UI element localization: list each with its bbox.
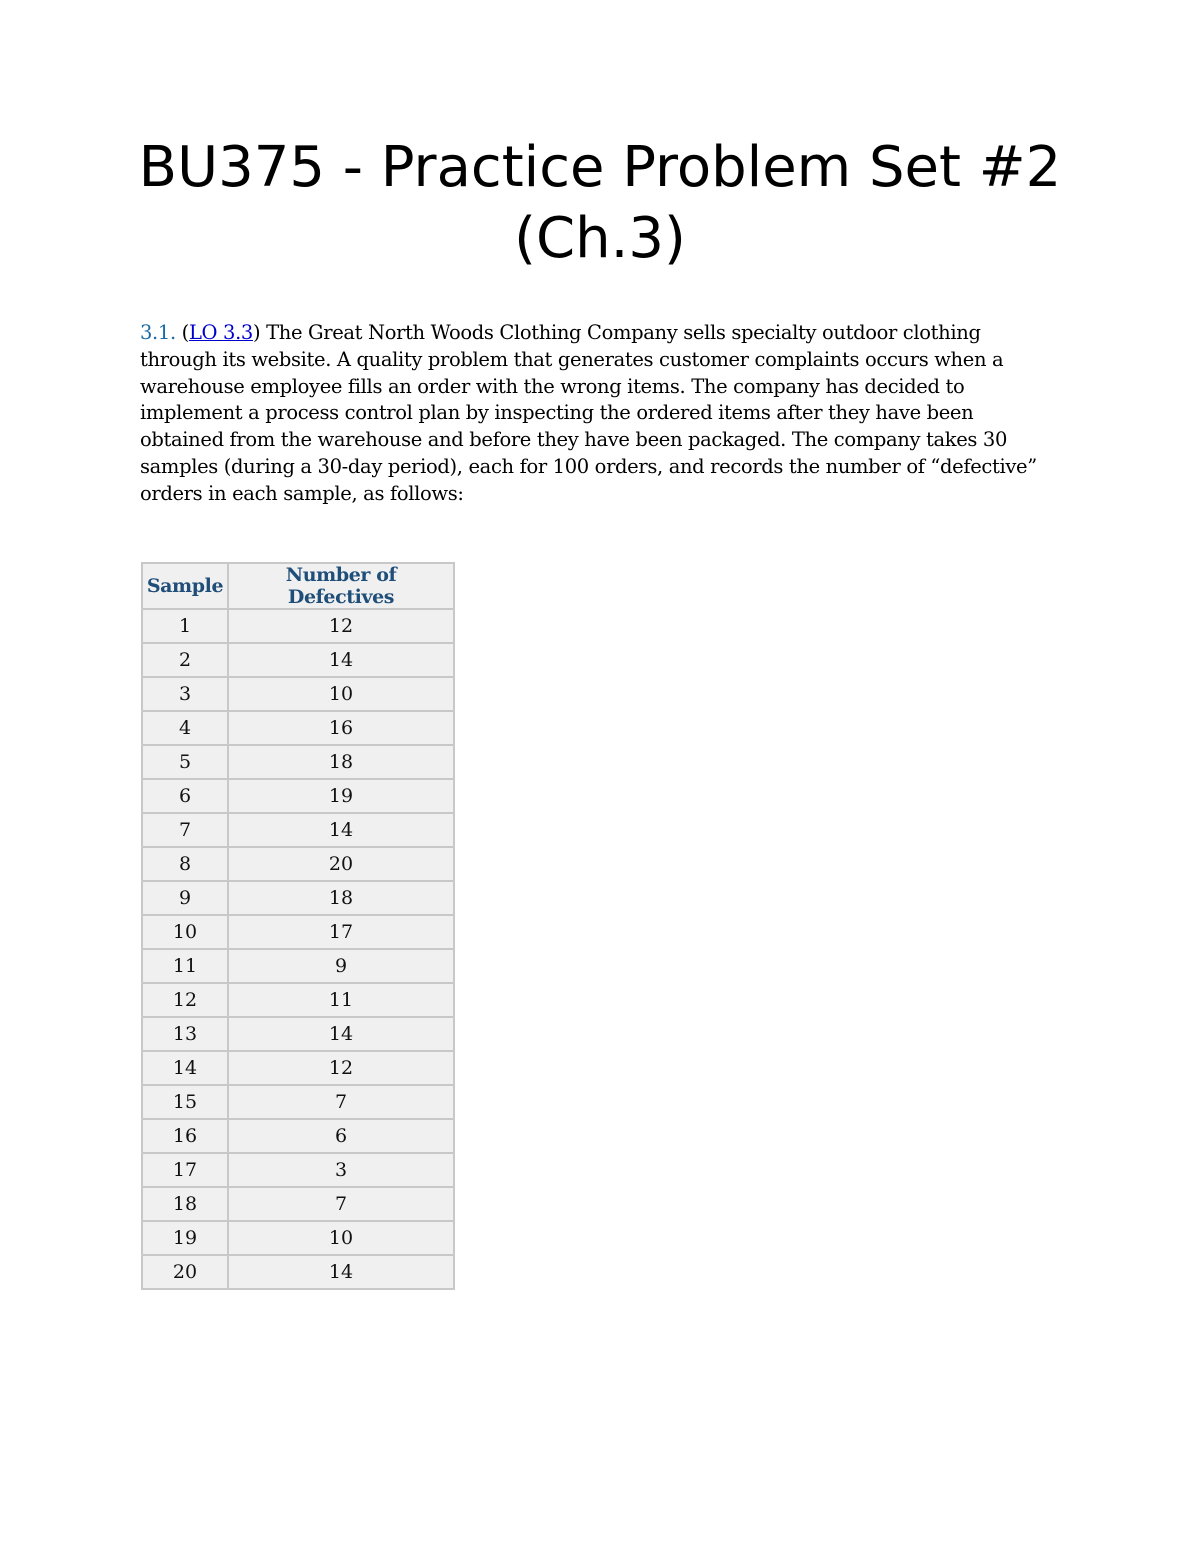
sample-cell: 2 [142, 643, 228, 677]
table-row [142, 1085, 454, 1119]
defectives-cell: 14 [228, 1017, 454, 1051]
page-title-line1: BU375 - Practice Problem Set #2 [138, 135, 1062, 200]
table-row [142, 1119, 454, 1153]
open-paren: ( [181, 321, 189, 344]
defectives-cell: 7 [228, 1187, 454, 1221]
sample-cell: 16 [142, 1119, 228, 1153]
defectives-cell: 20 [228, 847, 454, 881]
defectives-cell: 14 [228, 813, 454, 847]
page-title-line2: (Ch.3) [514, 206, 686, 271]
table-row [142, 779, 454, 813]
table-header-row [142, 563, 454, 609]
table-row [142, 711, 454, 745]
defectives-cell: 17 [228, 915, 454, 949]
table-row [142, 745, 454, 779]
defectives-cell: 19 [228, 779, 454, 813]
table-row [142, 1221, 454, 1255]
table-row [142, 813, 454, 847]
sample-cell: 7 [142, 813, 228, 847]
sample-cell: 8 [142, 847, 228, 881]
defectives-cell: 11 [228, 983, 454, 1017]
sample-cell: 19 [142, 1221, 228, 1255]
defectives-cell: 12 [228, 1051, 454, 1085]
table-row [142, 1051, 454, 1085]
header-sample: Sample [142, 563, 228, 609]
sample-cell: 3 [142, 677, 228, 711]
defectives-cell: 14 [228, 643, 454, 677]
sample-cell: 17 [142, 1153, 228, 1187]
defectives-table [141, 562, 455, 1290]
problem-number: 3.1. [140, 321, 176, 344]
sample-cell: 18 [142, 1187, 228, 1221]
table-row [142, 1017, 454, 1051]
table-row [142, 881, 454, 915]
table-row [142, 643, 454, 677]
defectives-cell: 18 [228, 745, 454, 779]
defectives-cell: 14 [228, 1255, 454, 1289]
sample-cell: 1 [142, 609, 228, 643]
table-row [142, 983, 454, 1017]
sample-cell: 4 [142, 711, 228, 745]
table-row [142, 609, 454, 643]
sample-cell: 10 [142, 915, 228, 949]
defectives-cell: 9 [228, 949, 454, 983]
header-number-of-defectives: Number of Defectives [228, 563, 454, 609]
table-row [142, 677, 454, 711]
table-body [142, 609, 454, 1289]
sample-cell: 14 [142, 1051, 228, 1085]
defectives-cell: 12 [228, 609, 454, 643]
close-paren: ) [252, 321, 261, 344]
sample-cell: 20 [142, 1255, 228, 1289]
table-row [142, 1255, 454, 1289]
table-row [142, 915, 454, 949]
defectives-cell: 7 [228, 1085, 454, 1119]
defectives-cell: 10 [228, 1221, 454, 1255]
defectives-cell: 10 [228, 677, 454, 711]
learning-objective-link[interactable]: LO 3.3 [188, 321, 253, 344]
sample-cell: 15 [142, 1085, 228, 1119]
table-row [142, 1187, 454, 1221]
sample-cell: 12 [142, 983, 228, 1017]
table-row [142, 847, 454, 881]
sample-cell: 6 [142, 779, 228, 813]
defectives-cell: 6 [228, 1119, 454, 1153]
table-row [142, 949, 454, 983]
problem-body-text: The Great North Woods Clothing Company sells specialty outdoor clothing through its website. A quality problem that generates customer complaints occurs when a warehouse employee fills an order with the wrong items. The company has decided to implement a process control plan by inspecting the ordered items after they have been obtained from the warehouse and before they have been packaged. The company takes 30 samples (during a 30-day period), each for 100 orders, and records the number of “defective” orders in each sample, as follows: [140, 321, 1037, 505]
defectives-cell: 16 [228, 711, 454, 745]
sample-cell: 5 [142, 745, 228, 779]
sample-cell: 9 [142, 881, 228, 915]
page-title [0, 132, 1200, 274]
table-row [142, 1153, 454, 1187]
defectives-cell: 3 [228, 1153, 454, 1187]
sample-cell: 13 [142, 1017, 228, 1051]
defectives-cell: 18 [228, 881, 454, 915]
problem-paragraph [140, 320, 1060, 508]
sample-cell: 11 [142, 949, 228, 983]
